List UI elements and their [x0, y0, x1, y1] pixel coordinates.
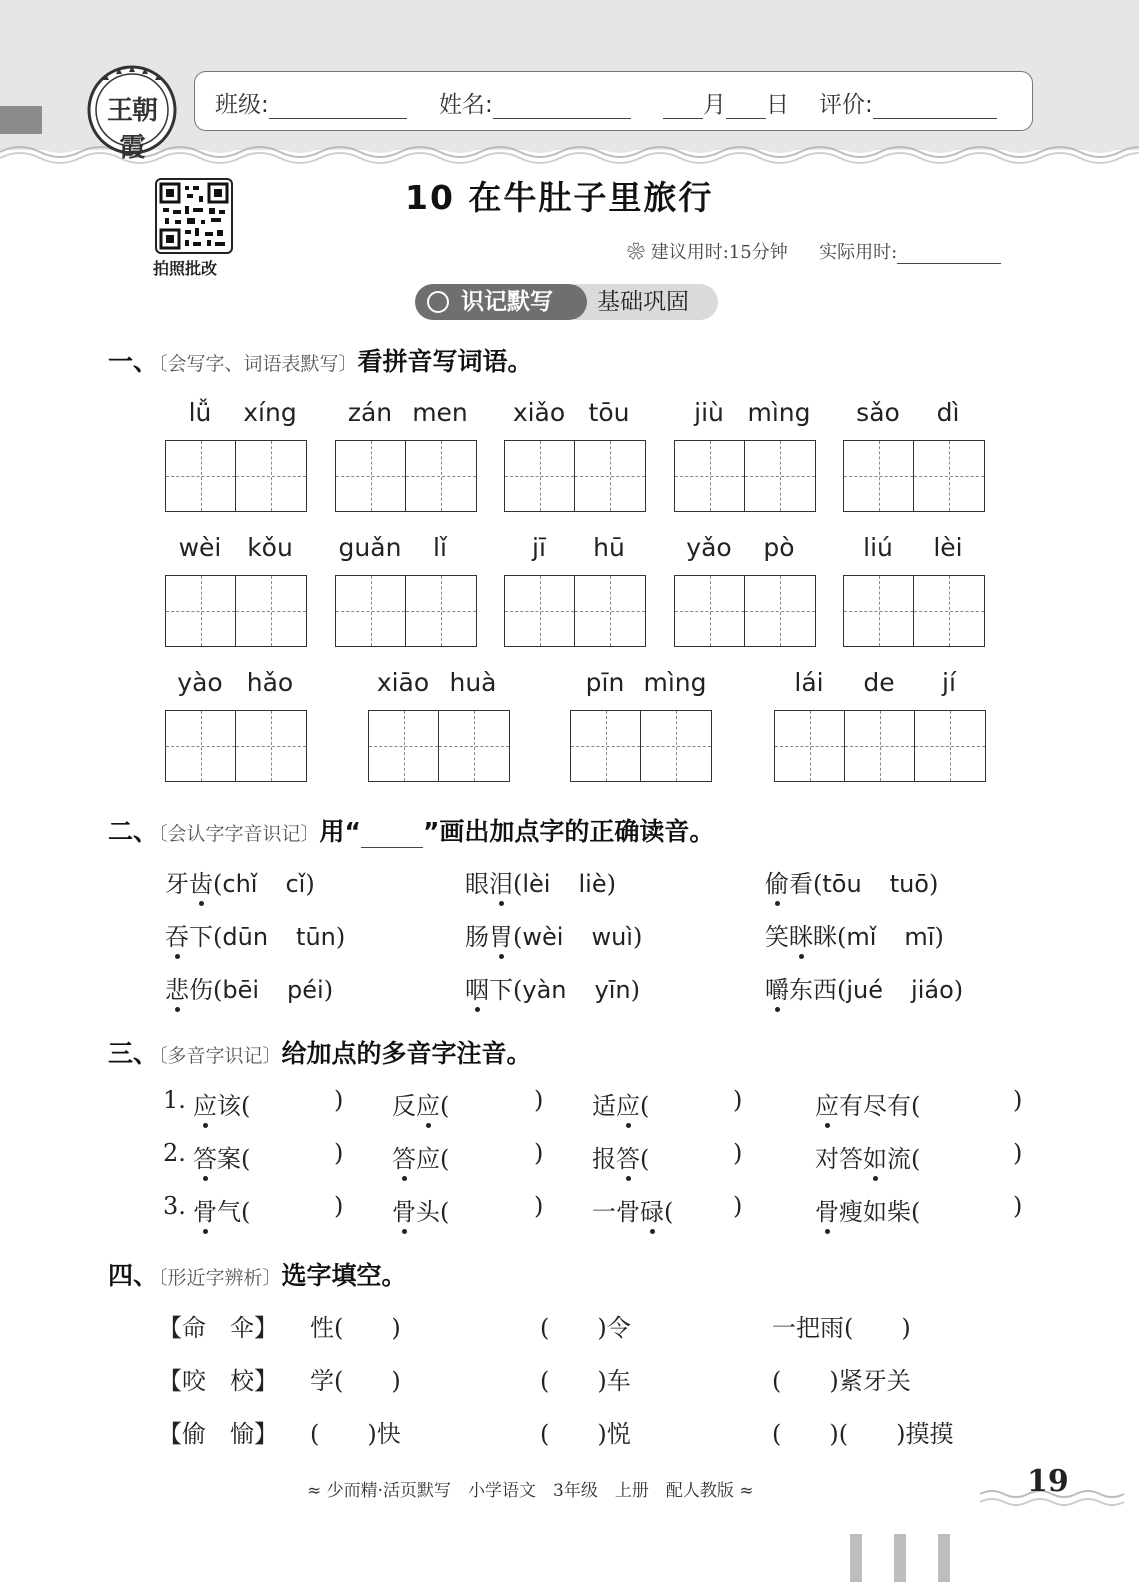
fill-blank-item[interactable]: ( )悦 — [540, 1420, 631, 1448]
writing-grid[interactable] — [843, 575, 985, 647]
word-char: 骨 — [815, 1198, 839, 1226]
pinyin-syllable: xíng — [243, 398, 297, 427]
pronunciation-item[interactable]: 肠胃(wèi wuì) — [465, 923, 643, 951]
writing-cell[interactable] — [844, 441, 914, 511]
word-char: 头 — [416, 1198, 440, 1226]
fill-blank-item[interactable]: ( )车 — [540, 1367, 631, 1395]
polyphonic-word: 应该( — [193, 1092, 251, 1120]
pinyin-syllable: tōu — [588, 398, 630, 427]
word-char: 答 — [193, 1145, 217, 1173]
polyphonic-word: 对答如流( — [815, 1145, 921, 1173]
word-char: 眼 — [465, 870, 489, 898]
word-char: 肠 — [465, 923, 489, 951]
pinyin-syllable: xiāo — [376, 668, 430, 697]
pinyin-syllable: yǎo — [686, 533, 732, 562]
word-char: 应 — [416, 1145, 440, 1173]
pinyin-syllable: jī — [532, 533, 546, 562]
writing-cell[interactable] — [675, 576, 745, 646]
bottom-bar — [850, 1534, 862, 1582]
answer-blank-close[interactable]: ) — [334, 1139, 344, 1167]
writing-grid[interactable] — [774, 710, 986, 782]
pinyin-syllable: dì — [936, 398, 960, 427]
word-char: 瘦 — [839, 1198, 863, 1226]
logo-text: 王朝霞 — [106, 96, 157, 163]
pinyin-syllable: lái — [794, 668, 824, 697]
reading-option-a[interactable]: mǐ — [846, 923, 877, 951]
writing-cell[interactable] — [236, 576, 306, 646]
reading-option-a[interactable]: yàn — [522, 976, 567, 1004]
char-choices: 【偷 愉】 — [158, 1420, 278, 1448]
word-char: 流 — [887, 1145, 911, 1173]
writing-cell[interactable] — [505, 441, 575, 511]
word-char: 答 — [839, 1145, 863, 1173]
pinyin-syllable: sǎo — [856, 398, 900, 427]
word-char: 该 — [217, 1092, 241, 1120]
q1-heading: 一、〔会写字、词语表默写〕看拼音写词语。 — [108, 347, 533, 376]
writing-cell[interactable] — [236, 441, 306, 511]
qr-label: 拍照批改 — [153, 259, 218, 278]
fill-blank-item[interactable]: ( )( )摸摸 — [772, 1420, 954, 1448]
writing-cell[interactable] — [166, 711, 236, 781]
writing-grid[interactable] — [165, 710, 307, 782]
word-char: 嚼 — [765, 976, 789, 1004]
reading-option-b[interactable]: yīn — [594, 976, 631, 1004]
pinyin-syllable: guǎn — [338, 533, 402, 562]
student-info-box — [194, 71, 1033, 131]
polyphonic-word: 反应( — [392, 1092, 450, 1120]
writing-grid[interactable] — [504, 575, 646, 647]
writing-cell[interactable] — [575, 441, 645, 511]
word-char: 有 — [839, 1092, 863, 1120]
writing-cell[interactable] — [675, 441, 745, 511]
word-char: 反 — [392, 1092, 416, 1120]
pinyin-syllable: hū — [593, 533, 625, 562]
word-char: 牙 — [165, 870, 189, 898]
pinyin-syllable: jí — [942, 668, 956, 697]
reading-option-a[interactable]: jué — [846, 976, 884, 1004]
polyphonic-word: 报答( — [592, 1145, 650, 1173]
pinyin-syllable: zán — [347, 398, 393, 427]
footer-text: ≈ 少而精·活页默写 小学语文 3年级 上册 配人教版 ≈ — [307, 1481, 754, 1501]
pinyin-syllable: lǚ — [188, 398, 212, 427]
qr-code-icon[interactable] — [155, 178, 233, 254]
word-char: 悲 — [165, 976, 189, 1004]
suggested-time: 建议用时:15分钟 — [650, 242, 788, 263]
writing-cell[interactable] — [914, 441, 984, 511]
flower-icon: ❀ — [627, 242, 645, 263]
word-char: 看 — [789, 870, 813, 898]
answer-blank-close[interactable]: ) — [733, 1192, 743, 1220]
badge-dark: 识记默写 — [415, 284, 587, 320]
dotted-char: 齿 — [189, 870, 213, 898]
writing-grid[interactable] — [843, 440, 985, 512]
answer-blank-close[interactable]: ) — [1013, 1192, 1023, 1220]
answer-blank-close[interactable]: ) — [334, 1086, 344, 1114]
answer-blank-close[interactable]: ) — [1013, 1086, 1023, 1114]
reading-option-a[interactable]: tōu — [822, 870, 862, 898]
answer-blank-close[interactable]: ) — [534, 1192, 544, 1220]
word-char — [189, 870, 213, 898]
writing-cell[interactable] — [745, 441, 815, 511]
word-char: 报 — [592, 1145, 616, 1173]
item-number: 1. — [163, 1086, 186, 1114]
reading-option-b[interactable]: tūn — [296, 923, 336, 951]
writing-cell[interactable] — [775, 711, 845, 781]
bottom-bar — [938, 1534, 950, 1582]
pinyin-syllable: pò — [763, 533, 795, 562]
pinyin-syllable: mìng — [643, 668, 707, 697]
writing-cell[interactable] — [439, 711, 509, 781]
word-char — [489, 923, 513, 951]
writing-cell[interactable] — [505, 576, 575, 646]
word-char: 笑 — [765, 923, 789, 951]
word-char: 应 — [416, 1092, 440, 1120]
writing-grid[interactable] — [570, 710, 712, 782]
writing-grid[interactable] — [504, 440, 646, 512]
reading-option-a[interactable]: dūn — [222, 923, 269, 951]
writing-cell[interactable] — [571, 711, 641, 781]
reading-option-b[interactable]: wuì — [591, 923, 633, 951]
reading-option-b[interactable]: péi — [287, 976, 324, 1004]
writing-grid[interactable] — [368, 710, 510, 782]
fill-blank-item[interactable]: ( )紧牙关 — [772, 1367, 911, 1395]
writing-cell[interactable] — [641, 711, 711, 781]
word-char: 柴 — [887, 1198, 911, 1226]
writing-cell[interactable] — [166, 441, 236, 511]
polyphonic-word: 适应( — [592, 1092, 650, 1120]
badge-light: 基础巩固 — [575, 284, 718, 320]
writing-cell[interactable] — [575, 576, 645, 646]
word-char: 骨 — [193, 1198, 217, 1226]
pinyin-syllable: hǎo — [246, 668, 294, 697]
word-char: 适 — [592, 1092, 616, 1120]
word-char: 对 — [815, 1145, 839, 1173]
writing-cell[interactable] — [844, 576, 914, 646]
word-char: 碌 — [640, 1198, 664, 1226]
fill-blank-item[interactable]: ( )快 — [310, 1420, 401, 1448]
writing-cell[interactable] — [236, 711, 306, 781]
pronunciation-item[interactable]: 吞下(dūn tūn) — [165, 923, 346, 951]
word-char: 吞 — [165, 923, 189, 951]
pronunciation-item[interactable]: 牙齿(chǐ cǐ) — [165, 870, 315, 898]
writing-cell[interactable] — [369, 711, 439, 781]
date-field[interactable]: 月 日 — [663, 86, 789, 119]
polyphonic-word: 骨气( — [193, 1198, 251, 1226]
word-char: 气 — [217, 1198, 241, 1226]
fill-blank-item[interactable]: ( )令 — [540, 1314, 631, 1342]
pinyin-syllable: jiù — [694, 398, 724, 427]
word-char: 一 — [592, 1198, 616, 1226]
pinyin-syllable: wèi — [178, 533, 222, 562]
word-char: 应 — [193, 1092, 217, 1120]
pinyin-syllable: mìng — [747, 398, 811, 427]
reading-option-b[interactable]: jiáo — [911, 976, 954, 1004]
writing-grid[interactable] — [335, 440, 477, 512]
polyphonic-word: 答案( — [193, 1145, 251, 1173]
polyphonic-word: 骨头( — [392, 1198, 450, 1226]
word-char: 咽 — [465, 976, 489, 1004]
class-field[interactable]: 班级: — [215, 86, 407, 119]
polyphonic-word: 应有尽有( — [815, 1092, 921, 1120]
word-char — [489, 870, 513, 898]
time-line — [627, 238, 1001, 264]
writing-cell[interactable] — [336, 441, 406, 511]
bottom-bar — [894, 1534, 906, 1582]
answer-blank-close[interactable]: ) — [733, 1139, 743, 1167]
pinyin-syllable: lǐ — [433, 533, 447, 562]
writing-grid[interactable] — [674, 440, 816, 512]
pinyin-syllable: pīn — [585, 668, 625, 697]
reading-option-b[interactable]: mī — [904, 923, 935, 951]
fill-blank-item[interactable]: 性( ) — [310, 1314, 401, 1342]
writing-cell[interactable] — [336, 576, 406, 646]
medal-icon — [427, 291, 449, 313]
writing-cell[interactable] — [406, 576, 476, 646]
fill-blank-item[interactable]: 学( ) — [310, 1367, 401, 1395]
side-tab — [0, 106, 42, 134]
page-number: 19 — [1027, 1464, 1069, 1499]
word-char: 骨 — [616, 1198, 640, 1226]
word-char: 骨 — [392, 1198, 416, 1226]
pinyin-syllable: xiǎo — [512, 398, 566, 427]
pinyin-syllable: liú — [863, 533, 893, 562]
pinyin-syllable: yào — [177, 668, 223, 697]
char-choices: 【咬 校】 — [158, 1367, 278, 1395]
reading-option-a[interactable]: bēi — [222, 976, 260, 1004]
answer-blank-close[interactable]: ) — [334, 1192, 344, 1220]
pinyin-syllable: men — [412, 398, 468, 427]
reading-option-b[interactable]: cǐ — [285, 870, 306, 898]
evaluation-field[interactable]: 评价: — [819, 86, 997, 119]
answer-blank-close[interactable]: ) — [733, 1086, 743, 1114]
pronunciation-item[interactable]: 咽下(yàn yīn) — [465, 976, 640, 1004]
dotted-char: 泪 — [489, 870, 513, 898]
word-char: 如 — [863, 1198, 887, 1226]
answer-blank-close[interactable]: ) — [534, 1139, 544, 1167]
q4-heading: 四、〔形近字辨析〕选字填空。 — [108, 1261, 407, 1290]
reading-option-a[interactable]: lèi — [522, 870, 551, 898]
pinyin-syllable: kǒu — [247, 533, 293, 562]
pronunciation-item[interactable]: 嚼东西(jué jiáo) — [765, 976, 964, 1004]
word-char: 答 — [392, 1145, 416, 1173]
reading-option-a[interactable]: wèi — [522, 923, 564, 951]
char-choices: 【命 伞】 — [158, 1314, 278, 1342]
pronunciation-item[interactable]: 悲伤(bēi péi) — [165, 976, 334, 1004]
writing-cell[interactable] — [166, 576, 236, 646]
polyphonic-word: 一骨碌( — [592, 1198, 674, 1226]
answer-blank-close[interactable]: ) — [534, 1086, 544, 1114]
word-char: 东西 — [789, 976, 837, 1004]
word-char: 眯眯 — [789, 923, 837, 951]
item-number: 3. — [163, 1192, 186, 1220]
pinyin-syllable: huà — [449, 668, 497, 697]
q3-heading: 三、〔多音字识记〕给加点的多音字注音。 — [108, 1039, 532, 1068]
pronunciation-item[interactable]: 笑眯眯(mǐ mī) — [765, 923, 944, 951]
writing-cell[interactable] — [914, 576, 984, 646]
word-char: 下 — [189, 923, 213, 951]
name-field[interactable]: 姓名: — [439, 86, 631, 119]
word-char: 尽 — [863, 1092, 887, 1120]
dotted-char: 眯 — [789, 923, 813, 951]
pronunciation-item[interactable]: 偷看(tōu tuō) — [765, 870, 939, 898]
polyphonic-word: 答应( — [392, 1145, 450, 1173]
writing-cell[interactable] — [915, 711, 985, 781]
word-char: 应 — [815, 1092, 839, 1120]
writing-grid[interactable] — [165, 440, 307, 512]
word-char: 有 — [887, 1092, 911, 1120]
reading-option-b[interactable]: liè — [578, 870, 607, 898]
fill-blank-item[interactable]: 一把雨( ) — [772, 1314, 911, 1342]
writing-grid[interactable] — [335, 575, 477, 647]
pinyin-syllable: de — [863, 668, 895, 697]
reading-option-a[interactable]: chǐ — [222, 870, 258, 898]
q2-heading: 二、〔会认字字音识记〕用“ ”画出加点字的正确读音。 — [108, 817, 715, 846]
reading-option-b[interactable]: tuō — [889, 870, 929, 898]
word-char: 答 — [616, 1145, 640, 1173]
word-char: 案 — [217, 1145, 241, 1173]
writing-grid[interactable] — [165, 575, 307, 647]
actual-time-blank[interactable] — [897, 242, 1001, 264]
actual-time-label: 实际用时: — [819, 242, 898, 263]
word-char: 偷 — [765, 870, 789, 898]
item-number: 2. — [163, 1139, 186, 1167]
pronunciation-item[interactable]: 眼泪(lèi liè) — [465, 870, 616, 898]
word-char: 下 — [489, 976, 513, 1004]
answer-blank-close[interactable]: ) — [1013, 1139, 1023, 1167]
writing-grid[interactable] — [674, 575, 816, 647]
writing-cell[interactable] — [745, 576, 815, 646]
writing-cell[interactable] — [406, 441, 476, 511]
polyphonic-word: 骨瘦如柴( — [815, 1198, 921, 1226]
dotted-char: 胃 — [489, 923, 513, 951]
writing-cell[interactable] — [845, 711, 915, 781]
word-char: 应 — [616, 1092, 640, 1120]
word-char: 如 — [863, 1145, 887, 1173]
pinyin-syllable: lèi — [933, 533, 963, 562]
page-title: 10 在牛肚子里旅行 — [405, 178, 714, 217]
word-char: 伤 — [189, 976, 213, 1004]
